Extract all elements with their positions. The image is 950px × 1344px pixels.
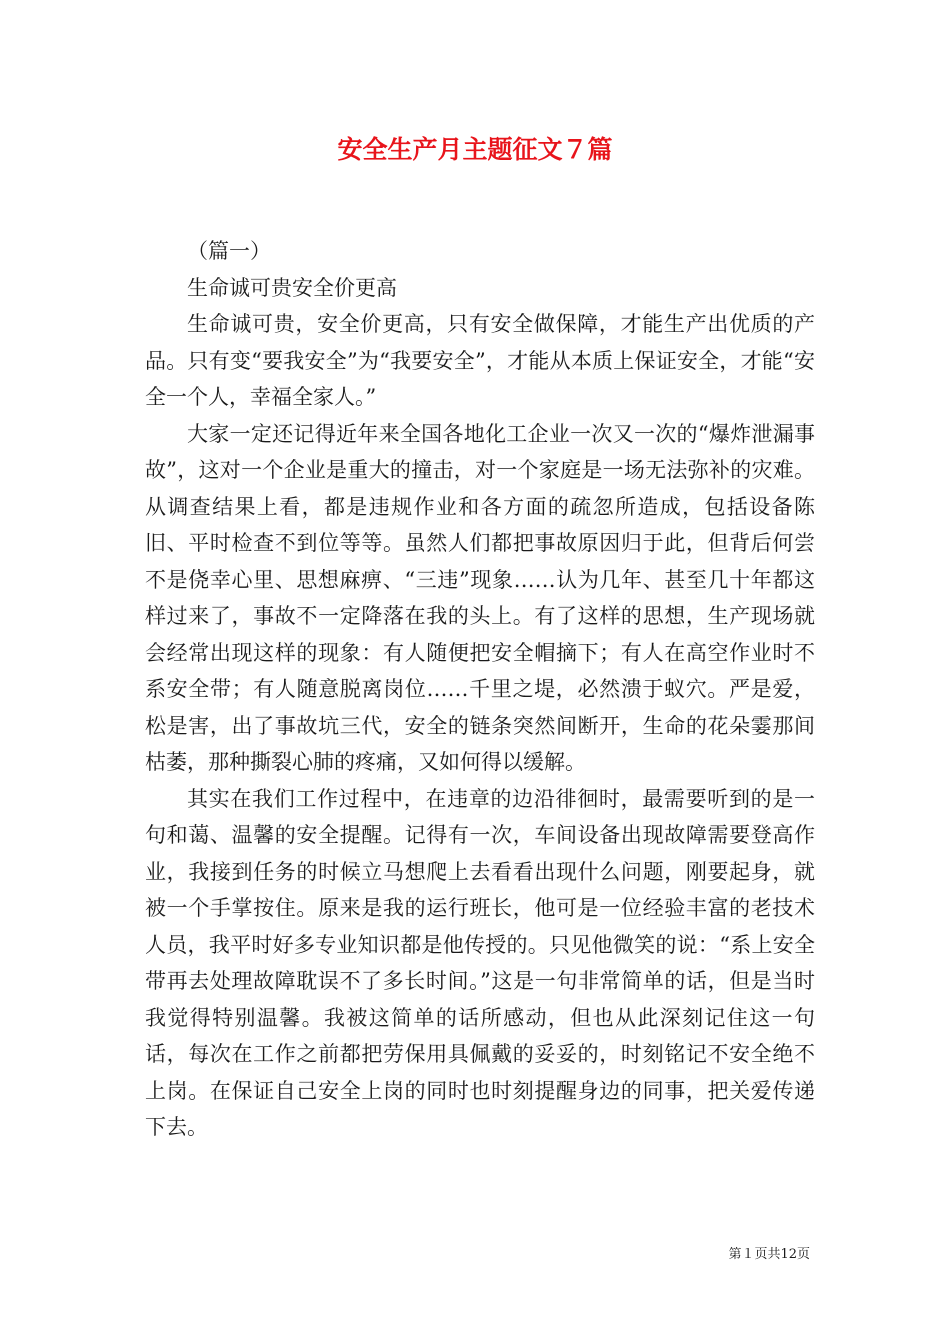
document-title: 安全生产月主题征文７篇 bbox=[337, 135, 613, 164]
section-label: （篇一） bbox=[187, 239, 271, 263]
body-paragraph: 其实在我们工作过程中，在违章的边沿徘徊时，最需要听到的是一句和蔼、温馨的安全提醒。记得有一次，车间设备出现故障需要登高作业，我接到任务的时候立马想爬上去看看出现什么问题，刚要起身，就被一个手掌按住。原来是我的运行班长，他可是一位经验丰富的老技术人员，我平时好多专业知识都是他传授的。只见他微笑的说：“系上安全带再去处理故障耽误不了多长时间。”这是一句非常简单的话，但是当时我觉得特别温馨。我被这简单的话所感动，但也从此深刻记住这一句话，每次在工作之前都把劳保用具佩戴的妥妥的，时刻铭记不安全绝不上岗。在保证自己安全上岗的同时也时刻提醒身边的同事，把关爱传递下去。 bbox=[145, 786, 815, 1139]
body-paragraph: 生命诚可贵，安全价更高，只有安全做保障，才能生产出优质的产品。只有变“要我安全”为“我要安全”，才能从本质上保证安全，才能“安全一个人，幸福全家人。” bbox=[145, 312, 815, 409]
document-body bbox=[145, 233, 815, 1146]
page-number: 第１页共12页 bbox=[728, 1247, 810, 1262]
section-heading: 生命诚可贵安全价更高 bbox=[187, 275, 397, 300]
body-paragraph: 大家一定还记得近年来全国各地化工企业一次又一次的“爆炸泄漏事故”，这对一个企业是重大的撞击，对一个家庭是一场无法弥补的灾难。从调查结果上看，都是违规作业和各方面的疏忽所造成，包括设备陈旧、平时检查不到位等等。虽然人们都把事故原因归于此，但背后何尝不是侥幸心里、思想麻痹、“三违”现象……认为几年、甚至几十年都这样过来了，事故不一定降落在我的头上。有了这样的思想，生产现场就会经常出现这样的现象：有人随便把安全帽摘下；有人在高空作业时不系安全带；有人随意脱离岗位……千里之堤，必然溃于蚁穴。严是爱，松是害，出了事故坑三代，安全的链条突然间断开，生命的花朵霎那间枯萎，那种撕裂心肺的疼痛，又如何得以缓解。 bbox=[145, 421, 815, 774]
